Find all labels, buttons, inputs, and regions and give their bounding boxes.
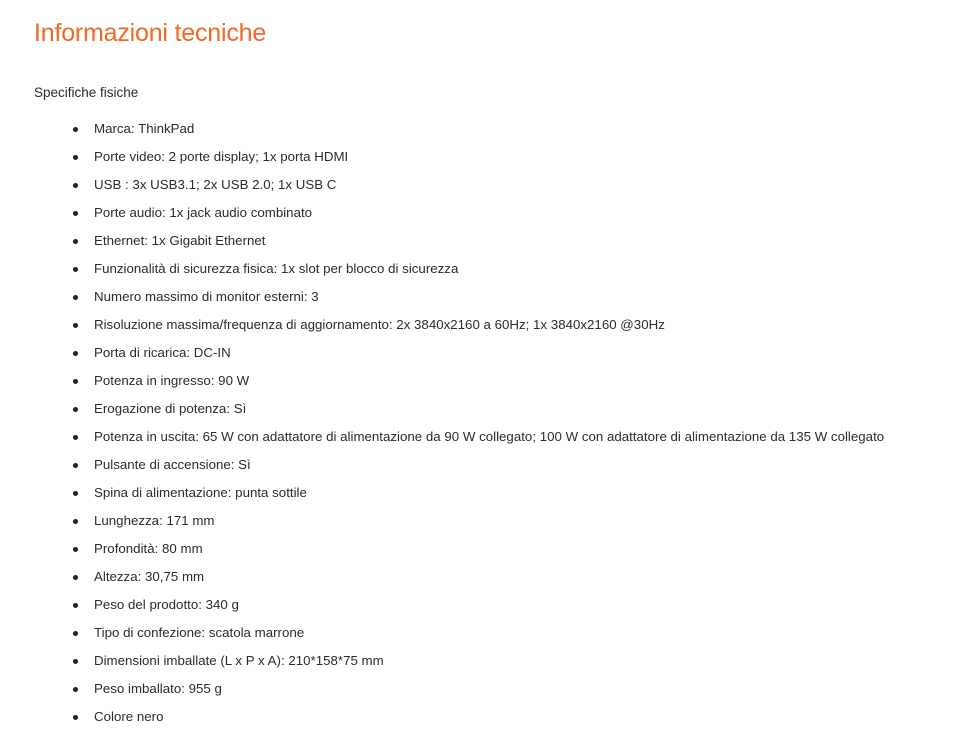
spec-text: Porte audio: 1x jack audio combinato bbox=[94, 205, 313, 220]
spec-text: Risoluzione massima/frequenza di aggiornamento: 2x 3840x2160 a 60Hz; 1x 3840x2160 @30Hz bbox=[94, 317, 665, 332]
bullet-icon bbox=[73, 379, 78, 384]
spec-text: Colore nero bbox=[94, 709, 164, 724]
spec-text: Numero massimo di monitor esterni: 3 bbox=[94, 289, 319, 304]
spec-item-package-weight bbox=[0, 675, 884, 703]
bullet-icon bbox=[73, 267, 78, 272]
page-title: Informazioni tecniche bbox=[34, 19, 267, 47]
bullet-icon bbox=[73, 491, 78, 496]
spec-item-audio-ports bbox=[0, 199, 884, 227]
spec-item-video-ports bbox=[0, 143, 884, 171]
spec-item-package-dimensions bbox=[0, 647, 884, 675]
bullet-icon bbox=[73, 575, 78, 580]
bullet-icon bbox=[73, 127, 78, 132]
spec-text: Porte video: 2 porte display; 1x porta HDMI bbox=[94, 149, 349, 164]
spec-item-charging-port bbox=[0, 339, 884, 367]
spec-item-input-power bbox=[0, 367, 884, 395]
spec-item-max-resolution bbox=[0, 311, 884, 339]
spec-text: USB : 3x USB3.1; 2x USB 2.0; 1x USB C bbox=[94, 177, 337, 192]
bullet-icon bbox=[73, 239, 78, 244]
bullet-icon bbox=[73, 659, 78, 664]
spec-text: Erogazione di potenza: Sì bbox=[94, 401, 247, 416]
spec-text: Tipo di confezione: scatola marrone bbox=[94, 625, 305, 640]
section-subtitle: Specifiche fisiche bbox=[34, 85, 139, 100]
spec-text: Porta di ricarica: DC-IN bbox=[94, 345, 231, 360]
spec-item-height bbox=[0, 563, 884, 591]
spec-text: Dimensioni imballate (L x P x A): 210*158*75 mm bbox=[94, 653, 384, 668]
bullet-icon bbox=[73, 351, 78, 356]
spec-text: Marca: ThinkPad bbox=[94, 121, 195, 136]
bullet-icon bbox=[73, 463, 78, 468]
spec-text: Pulsante di accensione: Sì bbox=[94, 457, 251, 472]
spec-item-power-plug bbox=[0, 479, 884, 507]
spec-text: Lunghezza: 171 mm bbox=[94, 513, 215, 528]
spec-item-output-power bbox=[0, 423, 884, 451]
spec-item-package-type bbox=[0, 619, 884, 647]
spec-text: Ethernet: 1x Gigabit Ethernet bbox=[94, 233, 266, 248]
bullet-icon bbox=[73, 323, 78, 328]
bullet-icon bbox=[73, 687, 78, 692]
bullet-icon bbox=[73, 603, 78, 608]
bullet-icon bbox=[73, 631, 78, 636]
spec-text: Spina di alimentazione: punta sottile bbox=[94, 485, 307, 500]
spec-item-ethernet bbox=[0, 227, 884, 255]
bullet-icon bbox=[73, 519, 78, 524]
bullet-icon bbox=[73, 547, 78, 552]
bullet-icon bbox=[73, 155, 78, 160]
spec-item-brand bbox=[0, 115, 884, 143]
spec-item-security bbox=[0, 255, 884, 283]
bullet-icon bbox=[73, 435, 78, 440]
spec-text: Altezza: 30,75 mm bbox=[94, 569, 205, 584]
spec-text: Potenza in uscita: 65 W con adattatore di alimentazione da 90 W collegato; 100 W con adattatore di alimentazione da 135 W collegato bbox=[94, 429, 885, 444]
bullet-icon bbox=[73, 211, 78, 216]
bullet-icon bbox=[73, 407, 78, 412]
spec-text: Peso del prodotto: 340 g bbox=[94, 597, 239, 612]
spec-item-length bbox=[0, 507, 884, 535]
spec-item-max-monitors bbox=[0, 283, 884, 311]
spec-item-depth bbox=[0, 535, 884, 563]
spec-text: Funzionalità di sicurezza fisica: 1x slot per blocco di sicurezza bbox=[94, 261, 459, 276]
bullet-icon bbox=[73, 183, 78, 188]
spec-list bbox=[0, 115, 884, 731]
spec-item-power-delivery bbox=[0, 395, 884, 423]
spec-item-power-button bbox=[0, 451, 884, 479]
spec-item-usb bbox=[0, 171, 884, 199]
spec-text: Profondità: 80 mm bbox=[94, 541, 203, 556]
bullet-icon bbox=[73, 715, 78, 720]
spec-text: Peso imballato: 955 g bbox=[94, 681, 222, 696]
spec-text: Potenza in ingresso: 90 W bbox=[94, 373, 250, 388]
spec-item-product-weight bbox=[0, 591, 884, 619]
bullet-icon bbox=[73, 295, 78, 300]
spec-item-color bbox=[0, 703, 884, 731]
